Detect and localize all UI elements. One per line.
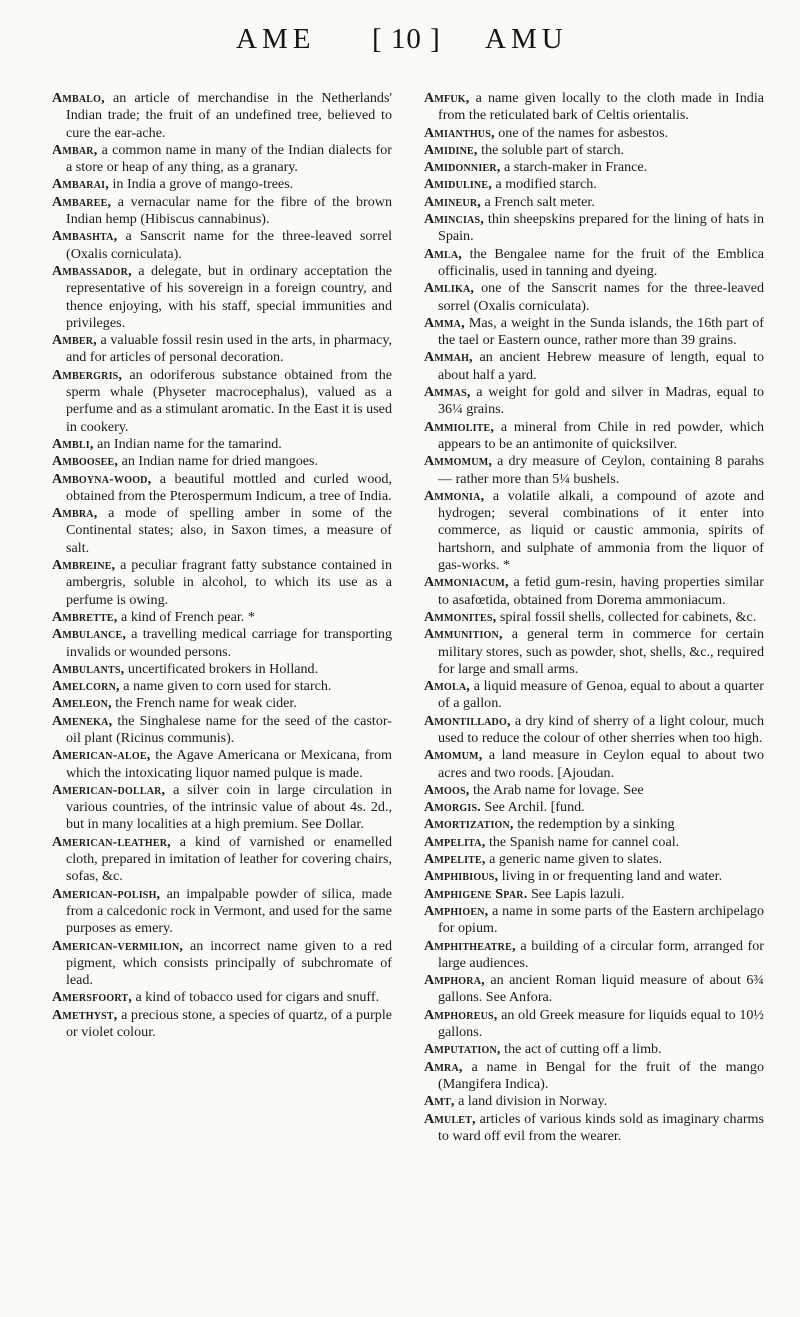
entry-definition: a starch-maker in France. xyxy=(500,159,648,176)
dictionary-entry xyxy=(52,194,392,229)
dictionary-entry xyxy=(424,453,764,488)
entry-headword: Amethyst, xyxy=(52,1006,118,1023)
entry-definition: a liquid measure of Genoa, equal to about a quarter of a gallon. xyxy=(438,678,764,712)
dictionary-entry xyxy=(424,834,764,851)
entry-headword: American-polish, xyxy=(52,885,161,902)
dictionary-entry xyxy=(424,90,764,125)
entry-definition: a delegate, but in ordinary acceptation the representative of his sovereign in a foreign country, and thence enjoying, with his staff, special immunities and privileges. xyxy=(66,262,392,331)
dictionary-entry xyxy=(52,90,392,142)
entry-headword: Ambar, xyxy=(52,141,98,158)
entry-headword: Amontillado, xyxy=(424,712,511,729)
dictionary-entry xyxy=(52,609,392,626)
dictionary-columns xyxy=(52,90,764,1280)
dictionary-entry xyxy=(424,125,764,142)
dictionary-entry xyxy=(424,349,764,384)
entry-definition: See Archil. [fund. xyxy=(480,799,585,816)
entry-definition: articles of various kinds sold as imaginary charms to ward off evil from the wearer. xyxy=(438,1110,764,1144)
dictionary-entry xyxy=(52,228,392,263)
entry-definition: the soluble part of starch. xyxy=(477,141,625,158)
dictionary-entry xyxy=(52,661,392,678)
dictionary-entry xyxy=(424,1041,764,1058)
entry-headword: Ammonites, xyxy=(424,608,497,625)
dictionary-entry xyxy=(52,834,392,886)
entry-definition: an odoriferous substance obtained from the sperm whale (Physeter macrocephalus), valued as a perfume and as a stimulant aromatic. In the East it is used in cookery. xyxy=(66,366,392,435)
entry-headword: Amla, xyxy=(424,245,463,262)
dictionary-entry xyxy=(52,367,392,436)
entry-definition: a building of a circular form, arranged for large audiences. xyxy=(438,937,764,971)
entry-definition: a precious stone, a species of quartz, of a purple or violet colour. xyxy=(66,1006,392,1041)
dictionary-entry xyxy=(424,1093,764,1110)
dictionary-entry xyxy=(52,471,392,506)
entry-headword: Amidine, xyxy=(424,141,478,158)
entry-definition: a name in Bengal for the fruit of the mango (Mangifera Indica). xyxy=(438,1058,764,1092)
entry-definition: the Agave Americana or Mexicana, from which the intoxicating liquor named pulque is made. xyxy=(66,747,392,781)
entry-definition: a Sanscrit name for the three-leaved sorrel (Oxalis corniculata). xyxy=(66,228,392,262)
entry-definition: the Bengalee name for the fruit of the Emblica officinalis, used in tanning and dyeing. xyxy=(438,245,764,279)
dictionary-entry xyxy=(424,1059,764,1094)
entry-headword: Ambassador, xyxy=(52,262,132,279)
entry-headword: Amphitheatre, xyxy=(424,937,516,954)
entry-definition: a land division in Norway. xyxy=(454,1093,608,1110)
entry-definition: a name given locally to the cloth made in India from the reticulated bark of Celtis orientalis. xyxy=(438,90,764,124)
entry-headword: American-aloe, xyxy=(52,747,151,764)
entry-definition: a fetid gum-resin, having properties similar to asafœtida, obtained from Dorema ammoniacum. xyxy=(438,574,764,608)
entry-definition: the Arab name for lovage. See xyxy=(469,781,644,798)
entry-definition: a beautiful mottled and curled wood, obtained from the Pterospermum Indicum, a tree of India. xyxy=(66,470,392,504)
entry-definition: a French salt meter. xyxy=(480,193,595,210)
entry-headword: Ambalo, xyxy=(52,90,105,106)
entry-headword: Amomum, xyxy=(424,747,483,764)
dictionary-entry xyxy=(424,868,764,885)
entry-headword: Amphoreus, xyxy=(424,1006,498,1023)
entry-definition: a name given to corn used for starch. xyxy=(119,678,332,695)
entry-definition: spiral fossil shells, collected for cabinets, &c. xyxy=(496,608,757,625)
entry-headword: Amortization, xyxy=(424,816,514,833)
entry-headword: Amra, xyxy=(424,1058,463,1075)
entry-headword: Ammas, xyxy=(424,384,471,401)
entry-headword: Ambli, xyxy=(52,435,94,452)
entry-definition: a weight for gold and silver in Madras, equal to 36¼ grains. xyxy=(438,384,764,418)
entry-headword: Amincias, xyxy=(424,211,484,228)
entry-headword: Ammah, xyxy=(424,349,473,366)
right-column xyxy=(424,90,764,1280)
entry-definition: an old Greek measure for liquids equal to 10½ gallons. xyxy=(438,1006,764,1041)
entry-definition: a silver coin in large circulation in various countries, of the intrinsic value of about 4s. 2d., but in many localities at a high premium. See Dollar. xyxy=(66,781,392,833)
entry-definition: the Singhalese name for the seed of the castor-oil plant (Ricinus communis). xyxy=(66,712,392,746)
dictionary-entry xyxy=(424,799,764,816)
dictionary-entry xyxy=(52,695,392,712)
entry-headword: Amulet, xyxy=(424,1110,476,1127)
entry-definition: a kind of French pear. * xyxy=(117,608,255,625)
running-head-left: AME xyxy=(236,23,316,55)
dictionary-entry xyxy=(424,678,764,713)
entry-headword: American-vermilion, xyxy=(52,937,184,954)
dictionary-entry xyxy=(424,1111,764,1146)
entry-definition: a vernacular name for the fibre of the brown Indian hemp (Hibiscus cannabinus). xyxy=(66,193,392,228)
dictionary-entry xyxy=(424,315,764,350)
dictionary-entry xyxy=(424,194,764,211)
entry-headword: Ambulance, xyxy=(52,626,127,643)
entry-headword: Amelcorn, xyxy=(52,678,120,695)
dictionary-entry xyxy=(424,816,764,833)
dictionary-entry xyxy=(52,938,392,990)
entry-definition: a general term in commerce for certain military stores, such as powder, shot, shells, &c., required for large and small arms. xyxy=(438,626,764,677)
left-column xyxy=(52,90,392,1280)
dictionary-entry xyxy=(52,678,392,695)
entry-headword: Ambergris, xyxy=(52,366,123,383)
entry-headword: Amlika, xyxy=(424,280,475,297)
dictionary-entry xyxy=(52,142,392,177)
dictionary-entry xyxy=(424,851,764,868)
entry-headword: Amphibious, xyxy=(424,868,499,885)
entry-definition: a travelling medical carriage for transporting invalids or wounded persons. xyxy=(66,626,392,660)
entry-definition: a common name in many of the Indian dialects for a store or heap of any thing, as a granary. xyxy=(66,141,392,176)
dictionary-entry xyxy=(424,280,764,315)
entry-headword: Amboyna-wood, xyxy=(52,470,152,487)
entry-definition: uncertificated brokers in Holland. xyxy=(124,660,319,677)
page-number: [ 10 ] xyxy=(372,23,441,55)
dictionary-entry xyxy=(52,747,392,782)
dictionary-entry xyxy=(424,782,764,799)
entry-headword: Ambrette, xyxy=(52,608,118,625)
entry-headword: Amorgis. xyxy=(424,799,481,816)
entry-headword: Amphora, xyxy=(424,972,485,989)
entry-definition: an incorrect name given to a red pigment, which consists principally of subchromate of lead. xyxy=(66,937,392,989)
dictionary-entry xyxy=(424,903,764,938)
entry-headword: Amfuk, xyxy=(424,90,470,106)
entry-headword: Amineur, xyxy=(424,193,481,210)
entry-headword: Ameleon, xyxy=(52,695,112,712)
dictionary-entry xyxy=(52,782,392,834)
dictionary-entry xyxy=(52,989,392,1006)
entry-definition: the act of cutting off a limb. xyxy=(500,1041,662,1058)
dictionary-entry xyxy=(424,747,764,782)
entry-definition: a dry kind of sherry of a light colour, much used to reduce the colour of other sherries when too high. xyxy=(438,712,764,746)
dictionary-entry xyxy=(424,574,764,609)
dictionary-entry xyxy=(52,1007,392,1042)
entry-definition: a name in some parts of the Eastern archipelago for opium. xyxy=(438,902,764,937)
entry-definition: thin sheepskins prepared for the lining of hats in Spain. xyxy=(438,211,764,245)
dictionary-entry xyxy=(424,609,764,626)
entry-definition: a mineral from Chile in red powder, which appears to be an antimonite of quicksilver. xyxy=(438,418,764,452)
entry-headword: Amphioen, xyxy=(424,902,489,919)
entry-headword: Ampelite, xyxy=(424,851,486,868)
dictionary-entry xyxy=(52,332,392,367)
entry-headword: Ambaree, xyxy=(52,193,112,210)
dictionary-entry xyxy=(52,713,392,748)
entry-headword: Ammunition, xyxy=(424,626,503,643)
entry-definition: the Spanish name for cannel coal. xyxy=(485,833,680,850)
entry-headword: Ameneka, xyxy=(52,712,113,729)
dictionary-entry xyxy=(52,505,392,557)
dictionary-entry xyxy=(52,886,392,938)
entry-definition: See Lapis lazuli. xyxy=(527,885,625,902)
entry-headword: Amoos, xyxy=(424,781,470,798)
entry-definition: a mode of spelling amber in some of the Continental states; also, in Saxon times, a measure of salt. xyxy=(66,505,392,556)
entry-headword: Ammomum, xyxy=(424,453,493,470)
dictionary-entry xyxy=(424,1007,764,1042)
dictionary-entry xyxy=(424,211,764,246)
entry-headword: Ammoniacum, xyxy=(424,574,509,591)
entry-definition: an article of merchandise in the Netherlands' Indian trade; the fruit of an undefined tree, believed to cure the ear-ache. xyxy=(66,90,392,141)
dictionary-entry xyxy=(424,972,764,1007)
dictionary-entry xyxy=(52,453,392,470)
entry-definition: a valuable fossil resin used in the arts, in pharmacy, and for articles of personal decoration. xyxy=(66,332,392,366)
entry-headword: Ambreine, xyxy=(52,557,116,574)
entry-headword: Ambra, xyxy=(52,505,98,522)
entry-definition: a generic name given to slates. xyxy=(485,851,663,868)
entry-headword: Amt, xyxy=(424,1093,455,1110)
entry-definition: a land measure in Ceylon equal to about two acres and two roods. [Ajoudan. xyxy=(438,747,764,781)
dictionary-entry xyxy=(424,419,764,454)
entry-headword: Ambashta, xyxy=(52,228,118,245)
page-header xyxy=(0,18,800,60)
entry-definition: in India a grove of mango-trees. xyxy=(108,176,294,193)
entry-headword: Amboosee, xyxy=(52,453,119,470)
dictionary-entry xyxy=(424,626,764,678)
entry-headword: Amphigene Spar. xyxy=(424,885,528,902)
entry-definition: a kind of varnished or enamelled cloth, prepared in imitation of leather for covering chairs, sofas, &c. xyxy=(66,833,392,885)
entry-headword: Amersfoort, xyxy=(52,989,132,1006)
entry-headword: American-dollar, xyxy=(52,781,166,798)
dictionary-entry xyxy=(52,436,392,453)
dictionary-entry xyxy=(52,176,392,193)
entry-definition: an ancient Roman liquid measure of about 6¾ gallons. See Anfora. xyxy=(438,972,764,1006)
entry-definition: the redemption by a sinking xyxy=(513,816,675,833)
entry-definition: the French name for weak cider. xyxy=(111,695,297,712)
dictionary-entry xyxy=(424,384,764,419)
entry-headword: Amidonnier, xyxy=(424,159,501,176)
entry-headword: Amma, xyxy=(424,314,465,331)
dictionary-entry xyxy=(424,142,764,159)
entry-headword: Ambulants, xyxy=(52,660,125,677)
entry-headword: Amianthus, xyxy=(424,124,495,141)
dictionary-entry xyxy=(424,713,764,748)
dictionary-entry xyxy=(424,176,764,193)
dictionary-entry xyxy=(424,246,764,281)
entry-definition: living in or frequenting land and water. xyxy=(498,868,723,885)
dictionary-entry xyxy=(52,626,392,661)
entry-definition: a peculiar fragrant fatty substance contained in ambergris, soluble in alcohol, to which its use as a perfume is owing. xyxy=(66,557,392,608)
entry-definition: a volatile alkali, a compound of azote and hydrogen; several combinations of it enter into commerce, as liquid or caustic ammonia, spirits of hartshorn, and sulphate of ammonia from the liquor of gas-works. * xyxy=(438,487,764,574)
entry-definition: an Indian name for the tamarind. xyxy=(93,435,282,452)
dictionary-entry xyxy=(424,159,764,176)
entry-headword: Ammiolite, xyxy=(424,418,495,435)
entry-headword: Amola, xyxy=(424,678,471,695)
dictionary-entry xyxy=(52,263,392,332)
entry-headword: Ambarai, xyxy=(52,176,109,193)
dictionary-entry xyxy=(424,938,764,973)
entry-definition: a modified starch. xyxy=(491,176,597,193)
entry-headword: Amiduline, xyxy=(424,176,492,193)
entry-definition: an Indian name for dried mangoes. xyxy=(118,453,319,470)
entry-headword: American-leather, xyxy=(52,833,171,850)
entry-definition: one of the Sanscrit names for the three-leaved sorrel (Oxalis corniculata). xyxy=(438,280,764,314)
dictionary-entry xyxy=(424,488,764,574)
entry-headword: Amber, xyxy=(52,332,97,349)
entry-definition: a dry measure of Ceylon, containing 8 parahs — rather more than 5¼ bushels. xyxy=(438,453,764,487)
entry-definition: an ancient Hebrew measure of length, equal to about half a yard. xyxy=(438,349,764,383)
entry-definition: an impalpable powder of silica, made from a calcedonic rock in Vermont, and used for the same purposes as emery. xyxy=(66,885,392,937)
entry-headword: Amputation, xyxy=(424,1041,501,1058)
entry-definition: one of the names for asbestos. xyxy=(494,124,669,141)
running-head-right: AMU xyxy=(485,23,568,55)
entry-definition: a kind of tobacco used for cigars and snuff. xyxy=(132,989,380,1006)
entry-headword: Ampelita, xyxy=(424,833,486,850)
entry-headword: Ammonia, xyxy=(424,487,485,504)
dictionary-entry xyxy=(52,557,392,609)
entry-definition: Mas, a weight in the Sunda islands, the 16th part of the tael or Eastern ounce, rather more than 39 grains. xyxy=(438,314,764,349)
dictionary-entry xyxy=(424,886,764,903)
